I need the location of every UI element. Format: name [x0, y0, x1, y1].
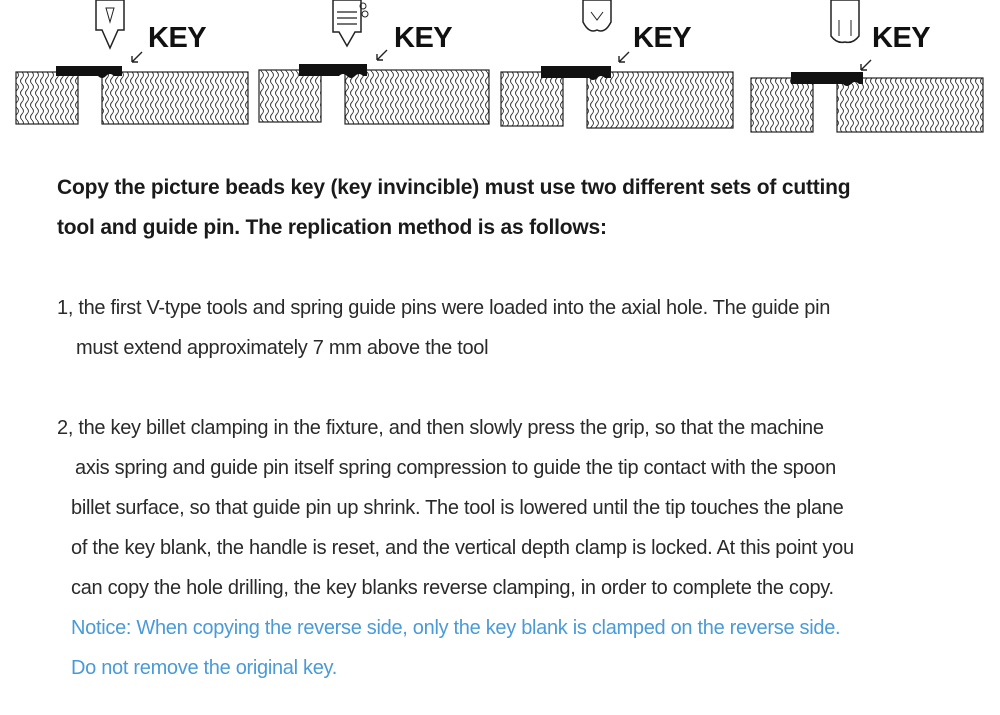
step-2-line-3: billet surface, so that guide pin up shrink. The tool is lowered until the tip touches the plane	[71, 497, 844, 519]
cutting-tool-icon	[583, 0, 611, 31]
diagram-panel-1	[10, 0, 255, 140]
step-2-line-4: of the key blank, the handle is reset, and the vertical depth clamp is locked. At this point you	[71, 537, 854, 559]
cutting-tool-icon	[831, 0, 859, 42]
key-diagram-banner	[0, 0, 1000, 150]
cutting-tool-icon	[333, 0, 368, 46]
step-1	[57, 288, 957, 368]
cutting-tool-icon	[96, 0, 124, 48]
key-label-1: KEY	[148, 22, 207, 54]
step-2	[57, 408, 957, 688]
intro-line-1: Copy the picture beads key (key invincible) must use two different sets of cutting	[57, 176, 851, 199]
intro-line-2: tool and guide pin. The replication method is as follows:	[57, 216, 607, 239]
notice-line-1: Notice: When copying the reverse side, only the key blank is clamped on the reverse side.	[71, 617, 841, 639]
step-1-line-1: 1, the first V-type tools and spring guide pins were loaded into the axial hole. The guide pin	[57, 297, 831, 319]
key-label-2: KEY	[394, 22, 453, 54]
step-1-line-2: must extend approximately 7 mm above the tool	[76, 337, 489, 359]
intro-heading	[57, 168, 957, 248]
key-label-4: KEY	[872, 22, 931, 54]
notice-line-2: Do not remove the original key.	[71, 657, 338, 679]
diagram-panel-2	[255, 0, 495, 140]
diagram-panel-3	[495, 0, 740, 140]
step-2-line-5: can copy the hole drilling, the key blanks reverse clamping, in order to complete the copy.	[71, 577, 834, 599]
step-2-line-2: axis spring and guide pin itself spring compression to guide the tip contact with the spoon	[75, 457, 836, 479]
step-2-line-1: 2, the key billet clamping in the fixture, and then slowly press the grip, so that the machine	[57, 417, 824, 439]
key-label-3: KEY	[633, 22, 692, 54]
diagram-panel-4	[745, 0, 990, 140]
